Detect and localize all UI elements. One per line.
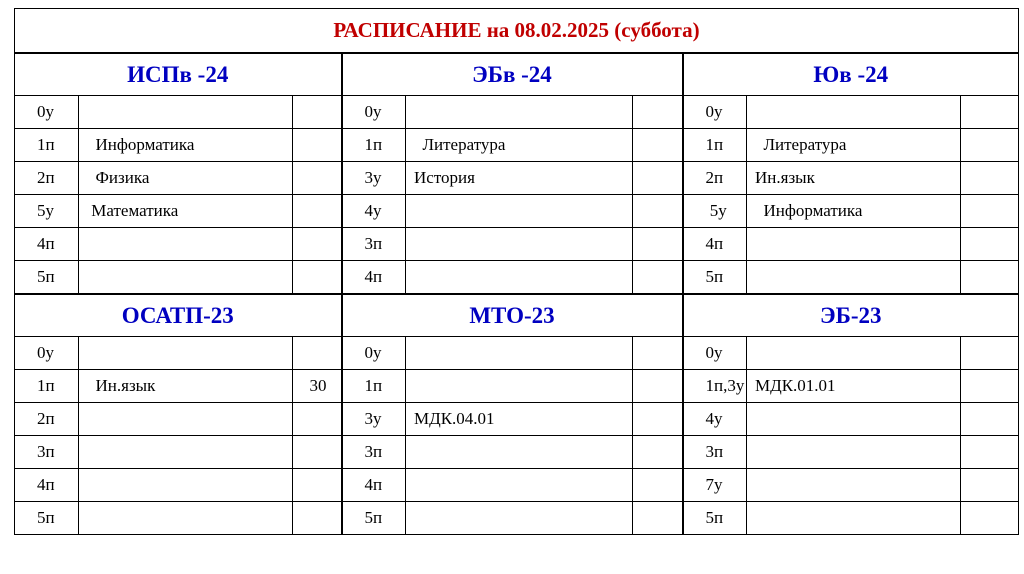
schedule-table	[14, 8, 1019, 535]
lesson-subject: Информатика	[79, 129, 293, 162]
lesson-room	[961, 228, 1019, 261]
lesson-code: 4п	[15, 469, 79, 502]
lesson-room	[961, 403, 1019, 436]
lesson-subject	[406, 436, 633, 469]
lesson-subject	[79, 502, 293, 535]
lesson-code: 4п	[683, 228, 747, 261]
lesson-room	[293, 502, 342, 535]
lesson-subject	[747, 337, 961, 370]
lesson-room	[633, 96, 683, 129]
lesson-room	[633, 403, 683, 436]
lesson-code: 5п	[683, 261, 747, 295]
group-name: ЭБв -24	[342, 53, 683, 96]
lesson-room	[293, 436, 342, 469]
lesson-subject	[406, 469, 633, 502]
lesson-room	[633, 469, 683, 502]
lesson-code: 5у	[15, 195, 79, 228]
lesson-code: 1п	[15, 370, 79, 403]
lesson-subject: Ин.язык	[747, 162, 961, 195]
group-name: ИСПв -24	[15, 53, 342, 96]
lesson-code: 5п	[683, 502, 747, 535]
lesson-subject: Ин.язык	[79, 370, 293, 403]
lesson-subject	[406, 502, 633, 535]
lesson-room	[961, 370, 1019, 403]
lesson-subject: Математика	[79, 195, 293, 228]
lesson-row	[15, 162, 1019, 195]
lesson-subject	[747, 502, 961, 535]
lesson-subject	[406, 337, 633, 370]
lesson-code: 5п	[15, 261, 79, 295]
lesson-row	[15, 129, 1019, 162]
group-name: Юв -24	[683, 53, 1019, 96]
lesson-code: 0у	[683, 96, 747, 129]
lesson-code: 1п	[15, 129, 79, 162]
lesson-row	[15, 469, 1019, 502]
lesson-code: 2п	[15, 403, 79, 436]
lesson-room	[633, 436, 683, 469]
lesson-subject	[406, 195, 633, 228]
lesson-code: 4п	[342, 469, 406, 502]
lesson-code: 5у	[683, 195, 747, 228]
lesson-subject	[747, 228, 961, 261]
group-name: ОСАТП-23	[15, 294, 342, 337]
schedule-title: РАСПИСАНИЕ на 08.02.2025 (суббота)	[15, 9, 1019, 54]
lesson-subject	[79, 403, 293, 436]
lesson-subject: Литература	[747, 129, 961, 162]
lesson-room	[961, 337, 1019, 370]
lesson-code: 1п,3у	[683, 370, 747, 403]
group-header-row	[15, 53, 1019, 96]
lesson-subject	[406, 228, 633, 261]
lesson-room	[293, 129, 342, 162]
lesson-subject: МДК.01.01	[747, 370, 961, 403]
lesson-subject	[747, 403, 961, 436]
lesson-subject	[79, 436, 293, 469]
lesson-code: 5п	[342, 502, 406, 535]
lesson-code: 2п	[683, 162, 747, 195]
lesson-room	[633, 195, 683, 228]
lesson-subject	[406, 96, 633, 129]
lesson-subject	[79, 337, 293, 370]
lesson-row	[15, 261, 1019, 295]
lesson-room	[633, 162, 683, 195]
lesson-code: 0у	[683, 337, 747, 370]
lesson-code: 3у	[342, 162, 406, 195]
lesson-room: 30	[293, 370, 342, 403]
lesson-room	[293, 96, 342, 129]
lesson-subject: Литература	[406, 129, 633, 162]
lesson-room	[633, 502, 683, 535]
lesson-subject	[747, 96, 961, 129]
lesson-code: 0у	[15, 337, 79, 370]
lesson-subject	[406, 261, 633, 295]
lesson-row	[15, 228, 1019, 261]
lesson-code: 2п	[15, 162, 79, 195]
lesson-code: 4п	[15, 228, 79, 261]
lesson-room	[633, 228, 683, 261]
lesson-room	[633, 129, 683, 162]
lesson-subject: Физика	[79, 162, 293, 195]
lesson-room	[293, 162, 342, 195]
lesson-subject: МДК.04.01	[406, 403, 633, 436]
lesson-room	[961, 502, 1019, 535]
lesson-row	[15, 370, 1019, 403]
lesson-subject: История	[406, 162, 633, 195]
lesson-room	[633, 370, 683, 403]
group-name: МТО-23	[342, 294, 683, 337]
lesson-code: 1п	[342, 129, 406, 162]
lesson-row	[15, 403, 1019, 436]
lesson-row	[15, 96, 1019, 129]
lesson-code: 3у	[342, 403, 406, 436]
lesson-code: 4у	[683, 403, 747, 436]
lesson-room	[293, 228, 342, 261]
lesson-room	[293, 403, 342, 436]
lesson-subject	[79, 96, 293, 129]
lesson-subject	[747, 436, 961, 469]
lesson-room	[961, 195, 1019, 228]
lesson-code: 4п	[342, 261, 406, 295]
lesson-code: 0у	[15, 96, 79, 129]
title-row	[15, 9, 1019, 54]
lesson-code: 3п	[342, 436, 406, 469]
lesson-subject: Информатика	[747, 195, 961, 228]
lesson-row	[15, 502, 1019, 535]
lesson-row	[15, 337, 1019, 370]
lesson-subject	[79, 228, 293, 261]
lesson-room	[293, 469, 342, 502]
lesson-room	[293, 337, 342, 370]
lesson-code: 3п	[342, 228, 406, 261]
lesson-room	[633, 261, 683, 295]
lesson-subject	[79, 261, 293, 295]
lesson-room	[961, 469, 1019, 502]
lesson-room	[961, 162, 1019, 195]
lesson-code: 3п	[15, 436, 79, 469]
lesson-room	[961, 96, 1019, 129]
group-header-row	[15, 294, 1019, 337]
lesson-code: 3п	[683, 436, 747, 469]
lesson-subject	[747, 469, 961, 502]
lesson-room	[293, 195, 342, 228]
lesson-subject	[406, 370, 633, 403]
lesson-subject	[747, 261, 961, 295]
group-name: ЭБ-23	[683, 294, 1019, 337]
lesson-room	[961, 261, 1019, 295]
lesson-code: 5п	[15, 502, 79, 535]
lesson-room	[293, 261, 342, 295]
lesson-room	[961, 129, 1019, 162]
lesson-code: 7у	[683, 469, 747, 502]
lesson-code: 4у	[342, 195, 406, 228]
lesson-row	[15, 436, 1019, 469]
lesson-code: 1п	[683, 129, 747, 162]
lesson-row	[15, 195, 1019, 228]
lesson-code: 1п	[342, 370, 406, 403]
lesson-room	[633, 337, 683, 370]
lesson-subject	[79, 469, 293, 502]
lesson-code: 0у	[342, 337, 406, 370]
lesson-room	[961, 436, 1019, 469]
lesson-code: 0у	[342, 96, 406, 129]
